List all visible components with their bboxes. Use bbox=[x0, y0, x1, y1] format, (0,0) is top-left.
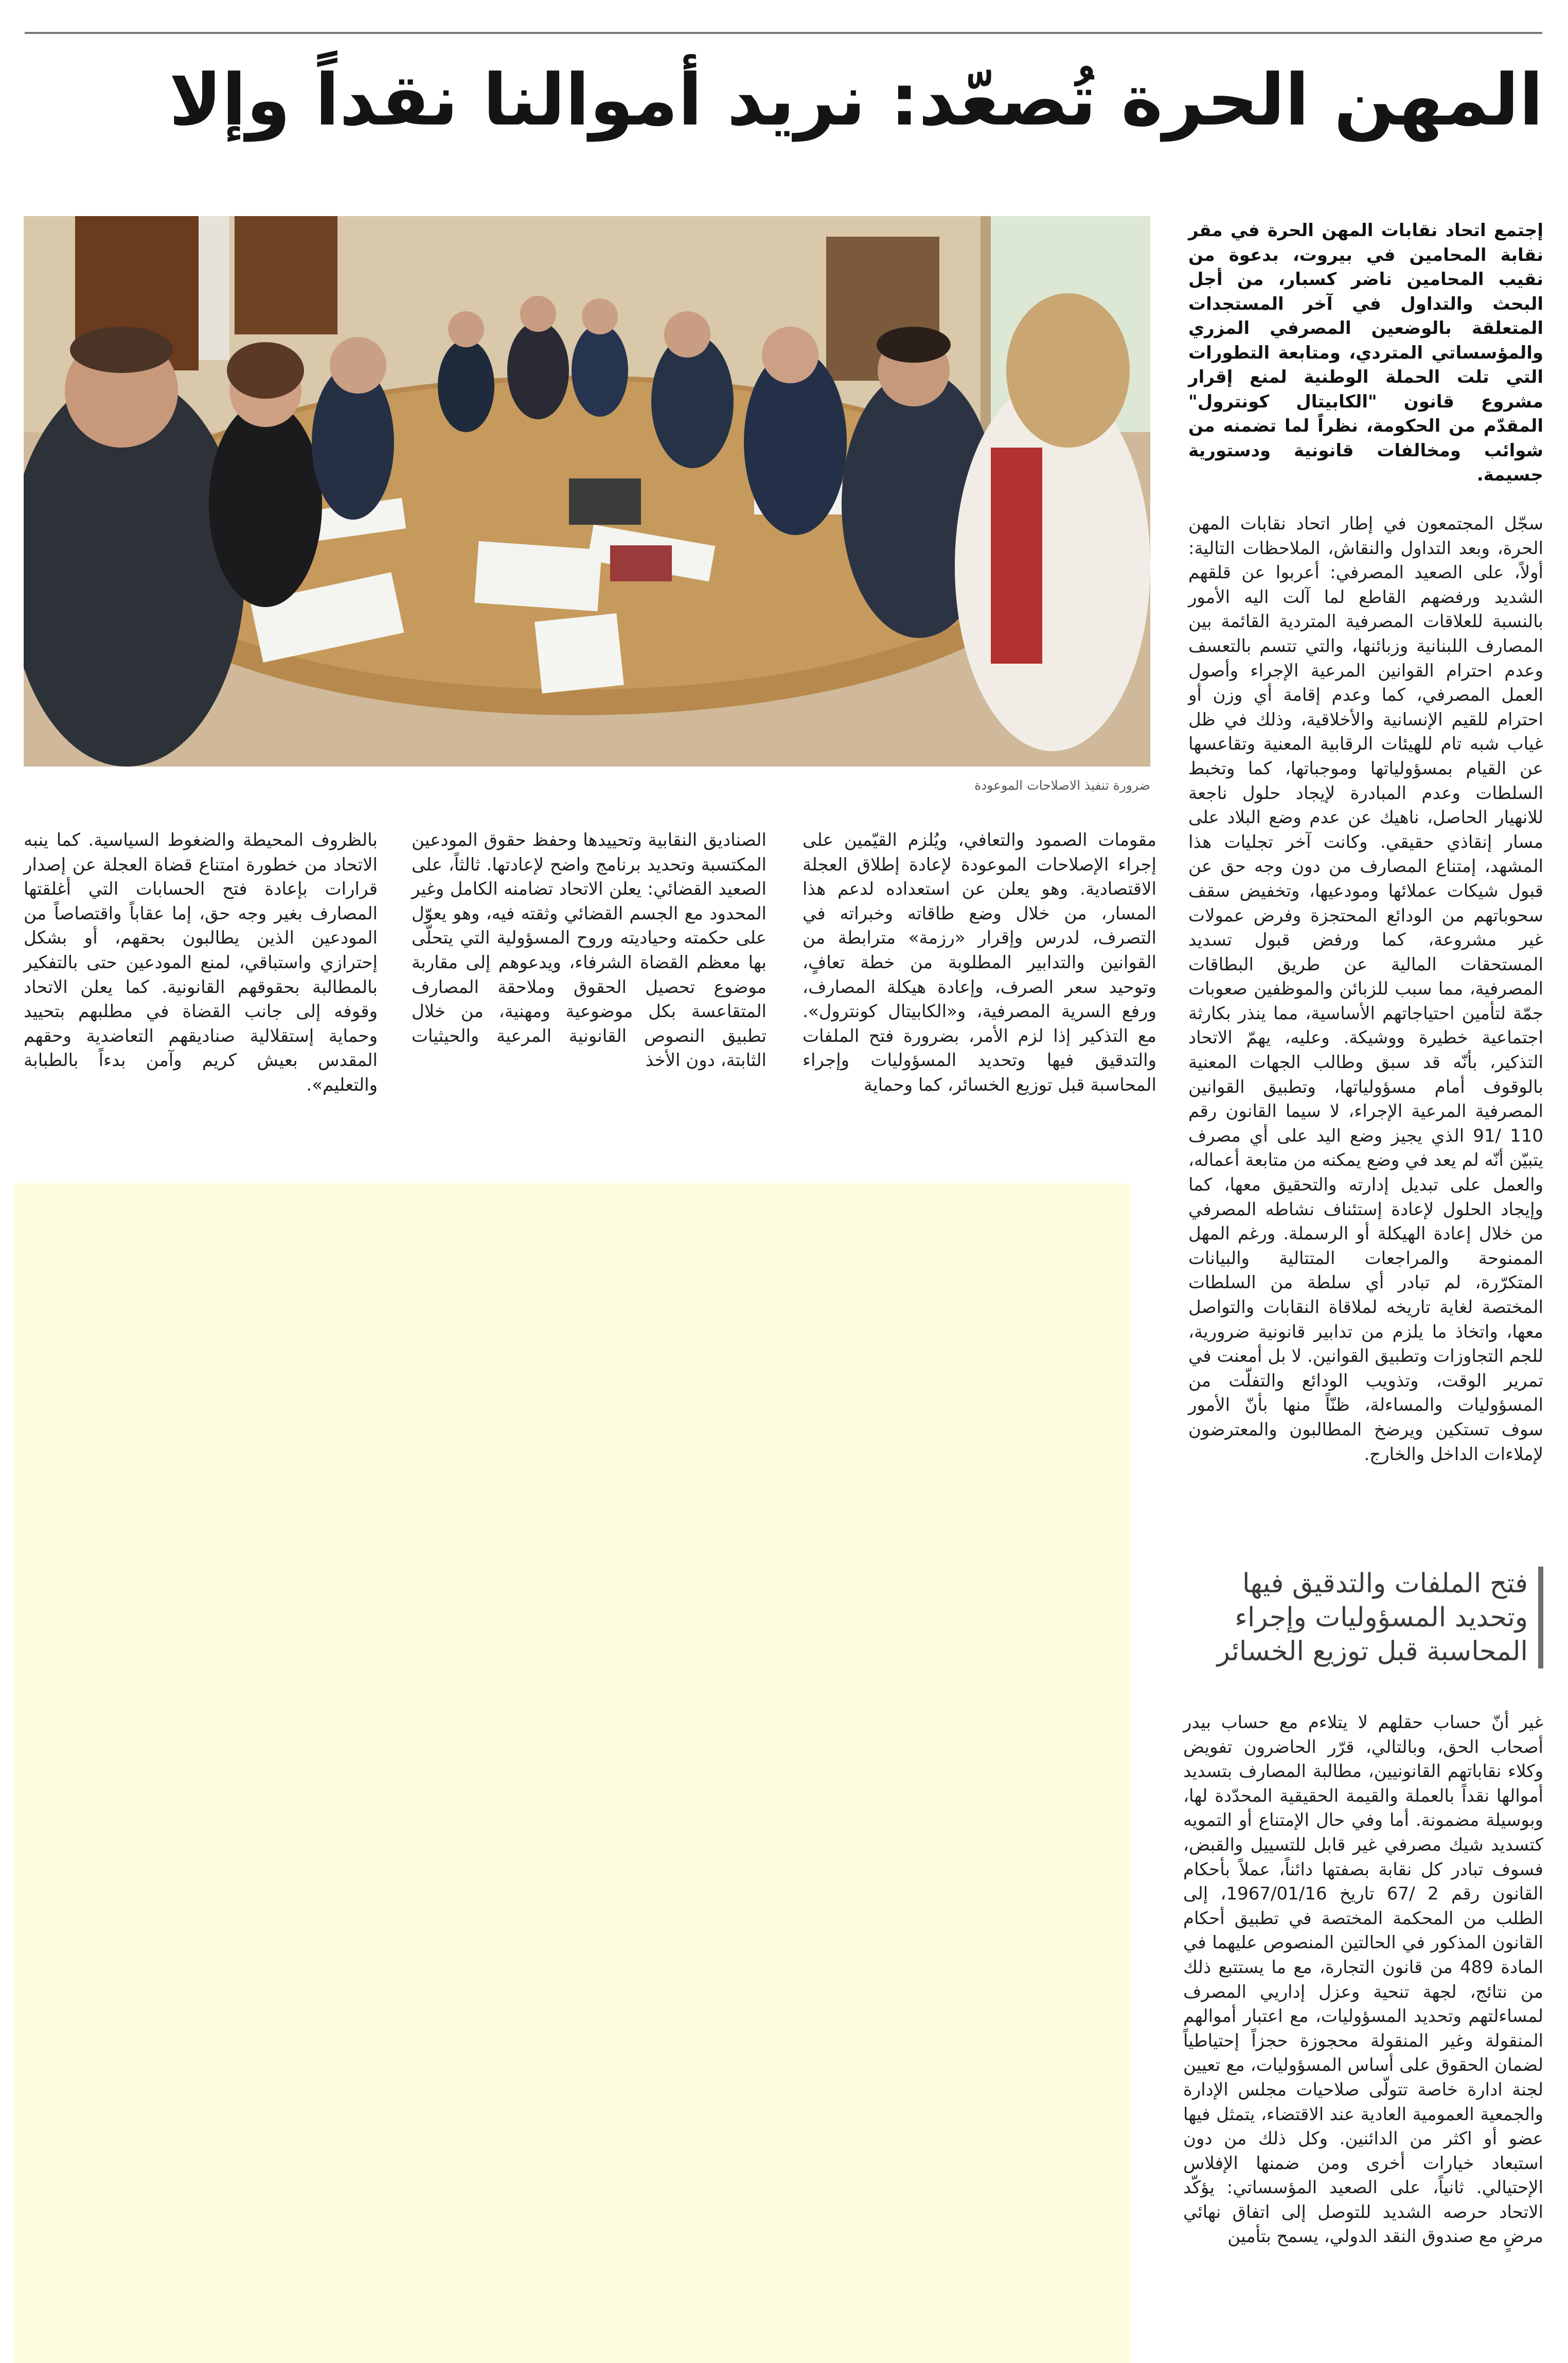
blank-ad-area bbox=[14, 1183, 1131, 2363]
column-4 bbox=[24, 828, 378, 1098]
photo-caption: ضرورة تنفيذ الاصلاحات الموعودة bbox=[974, 778, 1150, 793]
column-4-text: بالظروف المحيطة والضغوط السياسية. كما ينبه الاتحاد من خطورة امتناع قضاة العجلة عن إصدار قرارات بإعادة فتح الحسابات التي أغلقتها المصارف بغير وجه حق، إما عقاباً واقتصاصاً من المودعين الذين يطالبون بحقهم، أو بشكل إحترازي واستباقي، لمنع المودعين حتى بالتفكير بالمطالبة بحقوقهم القانونية. كما يعلن الاتحاد وقوفه إلى جانب القضاة في مطلبهم بتحييد وحماية إستقلالية صناديقهم التعاضدية وحقهم المقدس بعيش كريم وآمن بدءاً بالطبابة والتعليم». bbox=[24, 830, 378, 1095]
column-1-text: سجّل المجتمعون في إطار اتحاد نقابات المهن الحرة، وبعد التداول والنقاش، الملاحظات التالية: أولاً، على الصعيد المصرفي: أعربوا عن قلقهم الشديد ورفضهم القاطع لما آلت اليه الأمور بالنسبة للعلاقات المصرفية المتردية القائمة بين المصارف اللبنانية وزبائنها، والتي تتسم بالتعسف وعدم احترام القوانين المرعية الإجراء وأصول العمل المصرفي، كما وعدم إقامة أي وزن أو احترام للقيم الإنسانية والأخلاقية، وذلك في ظل غياب شبه تام للهيئات الرقابية المعنية وتقاعسها عن القيام بمسؤولياتها وموجباتها، كما وتخبط السلطات وعدم المبادرة لإيجاد حلول ناجعة للانهيار الحاصل، ناهيك عن عدم وضع البلاد على مسار إنقاذي حقيقي. وكانت آخر تجليات هذا المشهد، إمتناع المصارف من دون وجه حق عن قبول شيكات عملائها ومودعيها، وتخفيض سقف سحوباتهم من الودائع المحتجزة وفرض عمولات غير مشروعة، كما ورفض قبول تسديد المستحقات المالية عن طريق البطاقات المصرفية، مما سبب للزبائن والموظفين صعوبات جمّة لتأمين احتياجاتهم الأساسية، مما ينذر بكارثة اجتماعية خطيرة ووشيكة. وعليه، يهمّ الاتحاد التذكير، بأنّه قد سبق وطالب الجهات المعنية بالوقوف أمام مسؤولياتها، وتطبيق القوانين المصرفية المرعية الإجراء، لا سيما القانون رقم 110 /91 الذي يجيز وضع اليد على أي مصرف يتبيّن أنّه لم يعد في وضع يمكنه من متابعة أعماله، والعمل على تبديل إدارته والتحقيق معها، كما وإيجاد الحلول لإعادة إستئناف نشاطه المصرفي من خلال إعادة الهيكلة أو الرسملة. ورغم المهل الممنوحة والمراجعات المتتالية والبيانات المتكرّرة، لم تبادر أي سلطة من السلطات المختصة لغاية تاريخه لملاقاة النقابات والتواصل معها، واتخاذ ما يلزم من تدابير قانونية ضرورية، للجم التجاوزات وتطبيق القوانين. لا بل أمعنت في تمرير الوقت، وتذويب الودائع والتفلّت من المسؤوليات والمساءلة، ظنّاً منها بأنّ الأمور سوف تستكين ويرضخ المطالبون والمعترضون لإملاءات الداخل والخارج. bbox=[1188, 513, 1543, 1465]
pull-quote: فتح الملفات والتدقيق فيها وتحديد المسؤوليات وإجراء المحاسبة قبل توزيع الخسائر bbox=[1183, 1567, 1543, 1668]
top-rule bbox=[25, 32, 1542, 34]
column-5-text: غير أنّ حساب حقلهم لا يتلاءم مع حساب بيدر أصحاب الحق، وبالتالي، قرّر الحاضرون تفويض وكلاء نقاباتهم القانونيين، مطالبة المصارف بتسديد أموالها نقداً بالعملة والقيمة الحقيقية المحدّدة لها، وبوسيلة مضمونة. أما وفي حال الإمتناع أو التمويه كتسديد شيك مصرفي غير قابل للتسييل والقبض، فسوف تبادر كل نقابة بصفتها دائناً، عملاً بأحكام القانون رقم 2 /67 تاريخ 1967/01/16، إلى الطلب من المحكمة المختصة في تطبيق أحكام القانون المذكور في الحالتين المنصوص عليهما في المادة 489 من قانون التجارة، مع ما يستتبع ذلك من نتائج، لجهة تنحية وعزل إداريي المصرف لمساءلتهم وتحديد المسؤوليات، مع اعتبار أموالهم المنقولة وغير المنقولة محجوزة حجزاً إحتياطياً لضمان الحقوق على أساس المسؤوليات، مع تعيين لجنة ادارة خاصة تتولّى صلاحيات مجلس الإدارة والجمعية العمومية العادية عند الاقتضاء، يتمثل فيها عضو أو اكثر من الدائنين. وكل ذلك من دون استبعاد خيارات أخرى ومن ضمنها الإفلاس الإحتيالي. ثانياً، على الصعيد المؤسساتي: يؤكّد الاتحاد حرصه الشديد للتوصل إلى اتفاق نهائي مرضٍ مع صندوق النقد الدولي، يسمح بتأمين bbox=[1183, 1712, 1543, 2247]
column-5 bbox=[1183, 1711, 1543, 2249]
column-1 bbox=[1188, 512, 1543, 1467]
headline: المهن الحرة تُصعّد: نريد أموالنا نقداً وإلا bbox=[169, 59, 1543, 141]
column-3-text: الصناديق النقابية وتحييدها وحفظ حقوق المودعين المكتسبة وتحديد برنامج واضح لإعادتها. ثالثاً، على الصعيد القضائي: يعلن الاتحاد تضامنه الكامل وغير المحدود مع الجسم القضائي وثقته فيه، وهو يعوّل على حكمته وحياديته وروح المسؤولية التي يتحلّى بها معظم القضاة الشرفاء، ويدعوهم إلى مقاربة موضوع تحصيل الحقوق وملاحقة المصارف المتقاعسة بكل موضوعية ومهنية، من خلال تطبيق النصوص القانونية المرعية والحيثيات الثابتة، دون الأخذ bbox=[412, 830, 767, 1071]
column-3 bbox=[412, 828, 767, 1073]
meeting-photo bbox=[24, 216, 1150, 767]
column-2 bbox=[803, 828, 1156, 1098]
column-2-text: مقومات الصمود والتعافي، ويُلزم القيّمين على إجراء الإصلاحات الموعودة لإعادة إطلاق العجلة الاقتصادية. وهو يعلن عن استعداده لدعم هذا المسار، من خلال وضع طاقاته وخبراته في التصرف، لدرس وإقرار «رزمة» مترابطة من القوانين والتدابير المطلوبة من خطة تعافٍ، وتوحيد سعر الصرف، وإعادة هيكلة المصارف، ورفع السرية المصرفية، و«الكابيتال كونترول». مع التذكير إذا لزم الأمر، بضرورة فتح الملفات والتدقيق فيها وتحديد المسؤوليات وإجراء المحاسبة قبل توزيع الخسائر، كما وحماية bbox=[803, 830, 1156, 1095]
lead-paragraph: إجتمع اتحاد نقابات المهن الحرة في مقر نقابة المحامين في بيروت، بدعوة من نقيب المحامين ناضر كسبار، من أجل البحث والتداول في آخر المستجدات المتعلقة بالوضعين المصرفي المزري والمؤسساتي المتردي، ومتابعة التطورات التي تلت الحملة الوطنية لمنع إقرار مشروع قانون "الكابيتال كونترول" المقدّم من الحكومة، نظراً لما تضمنه من شوائب ومخالفات قانونية ودستورية جسيمة. bbox=[1188, 220, 1543, 485]
